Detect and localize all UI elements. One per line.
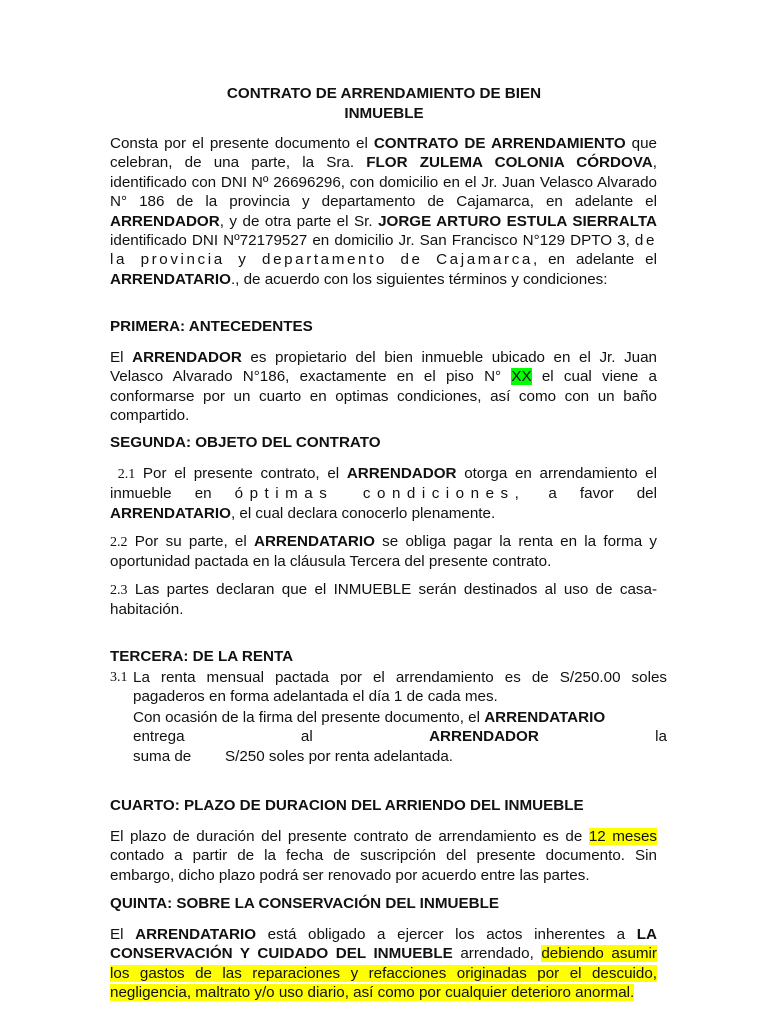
clause-2-3: 2.3 Las partes declaran que el INMUEBLE serán destinados al uso de casa-habitación.: [110, 581, 657, 619]
clause-3-1-text: La renta mensual pactada por el arrendamiento es de S/250.00 soles pagaderos en forma adelantada el día 1 de cada mes.: [133, 669, 667, 706]
highlight-obligations: debiendo asumir los gastos de las reparaciones y refacciones originadas por el descuido, negligencia, maltrato y/o uso diario, así como por cualquier deterioro anormal.: [110, 945, 657, 1002]
document-title-line2: INMUEBLE: [344, 105, 424, 122]
primera-paragraph: El ARRENDADOR es propietario del bien inmueble ubicado en el Jr. Juan Velasco Alvarado N°186, exactamente en el piso N° XX el cual viene a conformarse por un cuarto en optimas condiciones, así como con un baño compartido.: [110, 349, 657, 425]
section-heading-segunda: SEGUNDA: OBJETO DEL CONTRATO: [110, 434, 381, 451]
document-title-line1: CONTRATO DE ARRENDAMIENTO DE BIEN: [226, 85, 542, 102]
clause-2-2: 2.2 Por su parte, el ARRENDATARIO se obliga pagar la renta en la forma y oportunidad pactada en la cláusula Tercera del presente contrato.: [110, 533, 657, 571]
clause-3-1-number: 3.1: [110, 670, 128, 685]
highlight-duration: 12 meses: [588, 828, 657, 845]
section-heading-primera: PRIMERA: ANTECEDENTES: [110, 318, 313, 335]
intro-paragraph: Consta por el presente documento el CONTRATO DE ARRENDAMIENTO que celebran, de una parte, la Sra. FLOR ZULEMA COLONIA CÓRDOVA, identificado con DNI Nº 26696296, con domicilio en el Jr. Juan Velasco Alvarado N° 186 de la provincia y departamento de Cajamarca, en adelante el ARRENDADOR, y de otra parte el Sr. JORGE ARTURO ESTULA SIERRALTA identificado DNI Nº72179527 en domicilio Jr. San Francisco N°129 DPTO 3, de la provincia y departamento de Cajamarca, en adelante el ARRENDATARIO., de acuerdo con los siguientes términos y condiciones:: [110, 135, 657, 288]
highlight-floor-placeholder: XX: [511, 368, 532, 386]
section-heading-tercera: TERCERA: DE LA RENTA: [110, 648, 294, 665]
section-heading-quinta: QUINTA: SOBRE LA CONSERVACIÓN DEL INMUEBLE: [110, 895, 499, 912]
section-heading-cuarto: CUARTO: PLAZO DE DURACION DEL ARRIENDO DEL INMUEBLE: [110, 797, 584, 814]
clause-3-1-payment: Con ocasión de la firma del presente documento, el ARRENDATARIO entrega al ARRENDADOR la suma de S/250 soles por renta adelantada.: [133, 709, 667, 765]
quinta-paragraph: El ARRENDATARIO está obligado a ejercer los actos inherentes a LA CONSERVACIÓN Y CUIDADO DEL INMUEBLE arrendado, debiendo asumir los gastos de las reparaciones y refacciones originadas por el descuido, negligencia, maltrato y/o uso diario, así como por cualquier deterioro anormal.: [110, 926, 657, 1002]
clause-2-1: 2.1 Por el presente contrato, el ARRENDADOR otorga en arrendamiento el inmueble en óptimas condiciones, a favor del ARRENDATARIO, el cual declara conocerlo plenamente.: [110, 465, 657, 522]
cuarto-paragraph: El plazo de duración del presente contrato de arrendamiento es de 12 meses contado a partir de la fecha de suscripción del presente documento. Sin embargo, dicho plazo podrá ser renovado por acuerdo entre las partes.: [110, 828, 657, 884]
